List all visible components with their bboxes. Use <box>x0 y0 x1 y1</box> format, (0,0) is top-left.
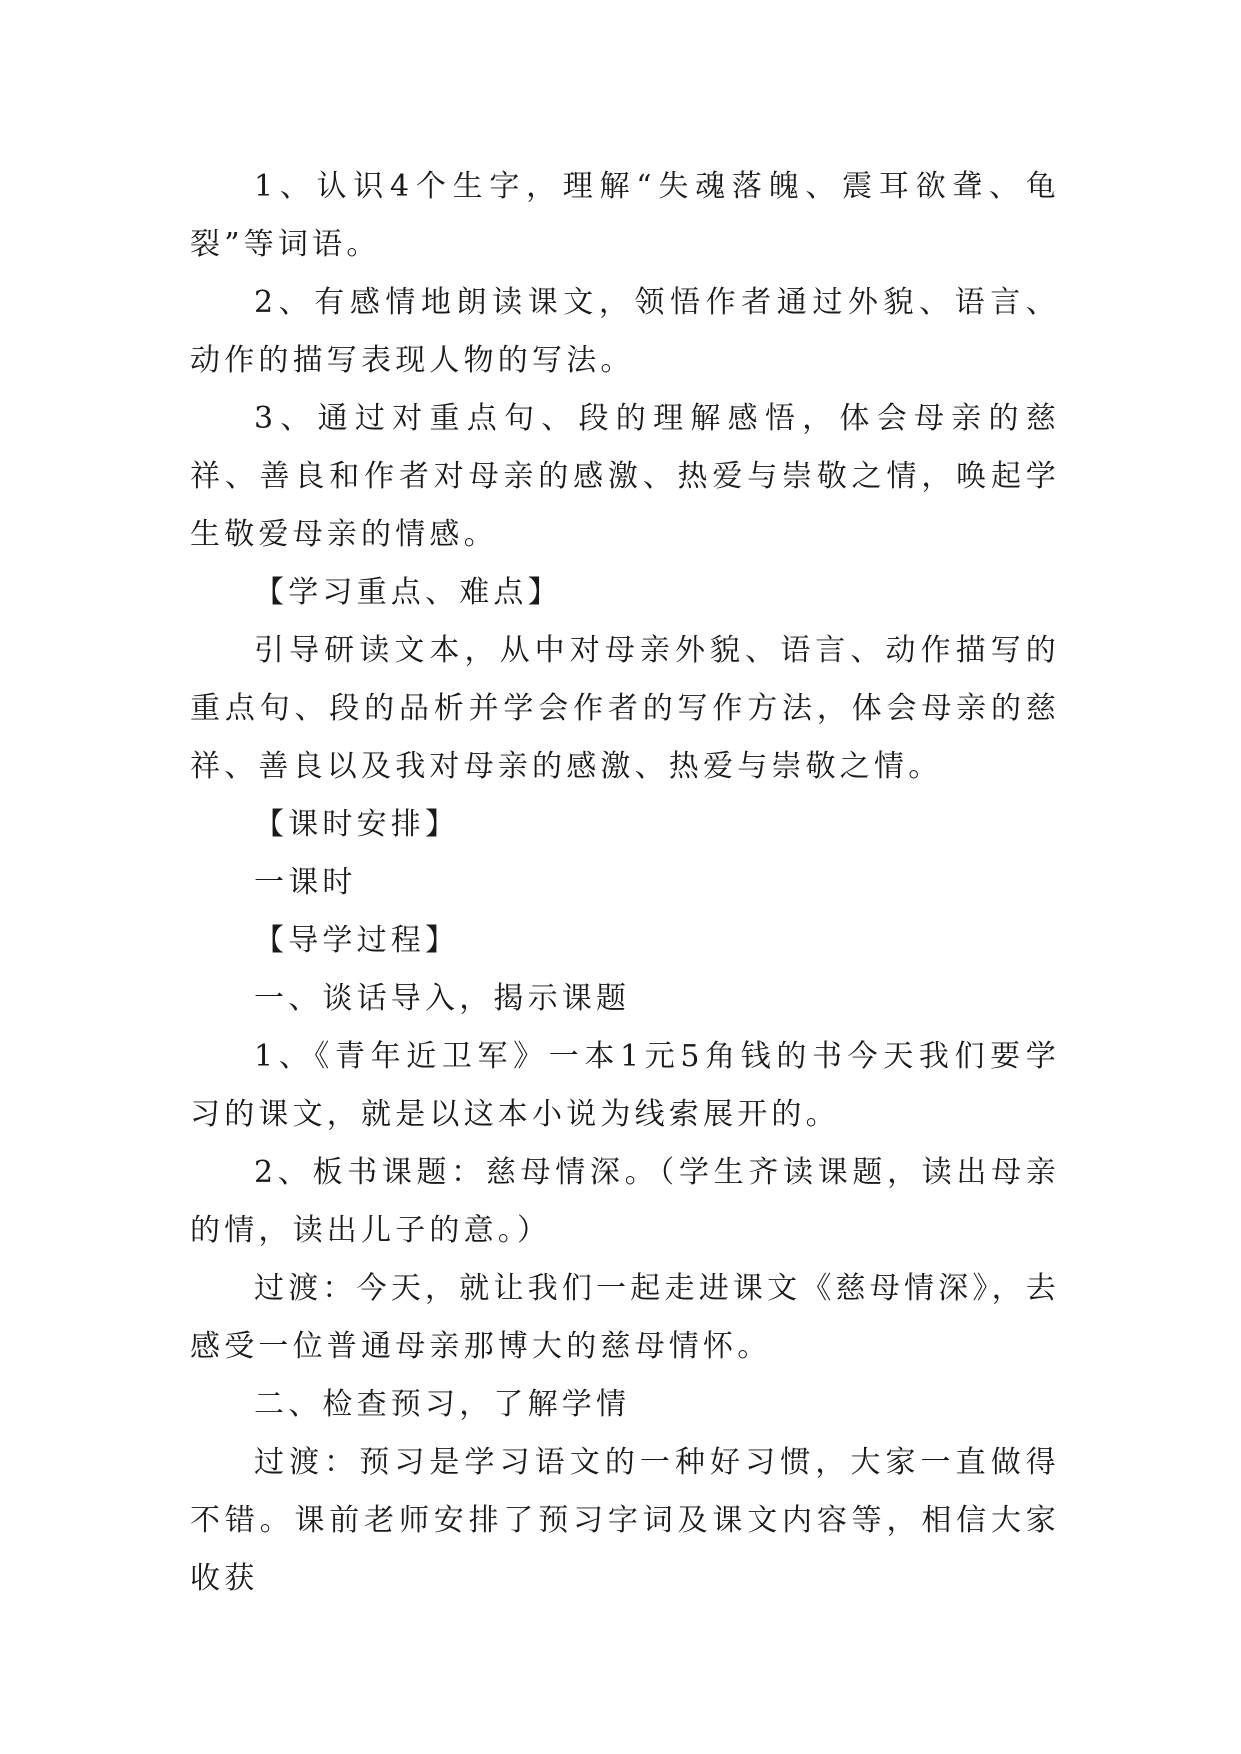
section-heading-key-points: 【学习重点、难点】 <box>254 575 562 610</box>
objective-2: 2、有感情地朗读课文，领悟作者通过外貌、语言、动作的描写表现人物的写法。 <box>190 285 1060 378</box>
transition-2: 过渡：预习是学习语文的一种好习惯，大家一直做得不错。课前老师安排了预习字词及课文内容等，相信大家收获 <box>190 1445 1060 1596</box>
key-points-text: 引导研读文本，从中对母亲外貌、语言、动作描写的重点句、段的品析并学会作者的写作方法，体会母亲的慈祥、善良以及我对母亲的感激、热爱与崇敬之情。 <box>190 633 1060 784</box>
section-heading-schedule: 【课时安排】 <box>254 807 460 842</box>
step-1-item-1: 1、《青年近卫军》一本1元5角钱的书今天我们要学习的课文，就是以这本小说为线索展开的。 <box>190 1039 1060 1132</box>
document-body <box>190 158 1060 1608</box>
objective-3: 3、通过对重点句、段的理解感悟，体会母亲的慈祥、善良和作者对母亲的感激、热爱与崇敬之情，唤起学生敬爱母亲的情感。 <box>190 401 1060 552</box>
transition-1: 过渡：今天，就让我们一起走进课文《慈母情深》，去感受一位普通母亲那博大的慈母情怀。 <box>190 1271 1060 1364</box>
objective-1: 1、认识4个生字，理解“失魂落魄、震耳欲聋、龟裂”等词语。 <box>190 169 1060 262</box>
step-2-heading: 二、检查预习，了解学情 <box>254 1387 631 1422</box>
schedule-text: 一课时 <box>254 865 357 900</box>
step-1-heading: 一、谈话导入，揭示课题 <box>254 981 631 1016</box>
step-1-item-2: 2、板书课题：慈母情深。（学生齐读课题，读出母亲的情，读出儿子的意。） <box>190 1155 1060 1248</box>
section-heading-process: 【导学过程】 <box>254 923 460 958</box>
